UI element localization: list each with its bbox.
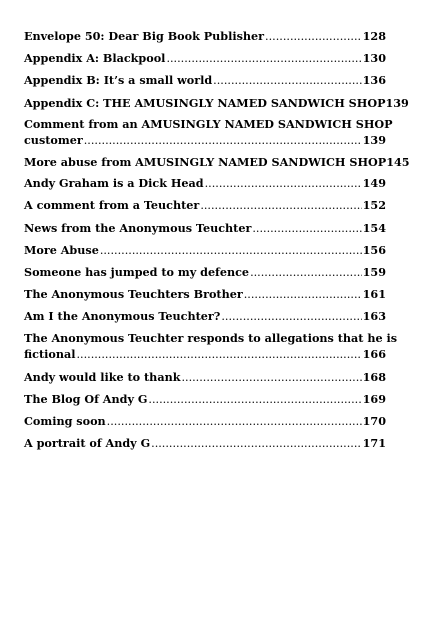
toc-entry: [24, 435, 386, 452]
dot-leader: [221, 309, 361, 325]
dot-leader: [107, 414, 362, 430]
toc-entry-title: Someone has jumped to my defence: [24, 264, 250, 279]
toc-entry: [24, 95, 409, 111]
toc-entry-title-continued: customer: [24, 132, 83, 147]
toc-entry: [24, 197, 386, 214]
dot-leader: [205, 176, 362, 192]
toc-entry: [24, 175, 386, 192]
toc-entry-page: 130: [362, 51, 386, 66]
toc-entry: [24, 50, 386, 67]
toc-entry: [24, 28, 386, 45]
toc-entry: [24, 116, 393, 149]
toc-entry-title: The Anonymous Teuchter responds to allegations that he is: [24, 331, 398, 346]
toc-entry-title: News from the Anonymous Teuchter: [24, 220, 252, 235]
toc-entry-page: 168: [362, 369, 386, 384]
toc-entry-page: 128: [362, 29, 386, 43]
toc-entry: [24, 391, 386, 408]
toc-entry-page: 136: [362, 73, 386, 88]
dot-leader: [151, 436, 362, 452]
toc-entry: [24, 330, 398, 363]
toc-entry-page: 139: [362, 132, 386, 147]
toc-entry-title: Andy would like to thank: [24, 369, 181, 384]
toc-entry: [24, 264, 386, 281]
dot-leader: [148, 392, 361, 408]
toc-entry-page: 166: [362, 347, 386, 362]
toc-entry-page: 171: [362, 436, 386, 451]
toc-entry-page: 139: [385, 95, 409, 110]
toc-entry-title: Appendix B: It’s a small world: [24, 73, 213, 88]
dot-leader: [213, 73, 361, 89]
toc-entry-title: More Abuse: [24, 242, 99, 257]
toc-entry-page: 169: [362, 391, 386, 406]
dot-leader: [250, 265, 362, 281]
toc-entry-title: Appendix A: Blackpool: [24, 51, 166, 66]
toc-entry: [24, 286, 386, 303]
dot-leader: [100, 243, 362, 259]
toc-entry-title: A portrait of Andy G: [24, 436, 151, 451]
toc-entry: [24, 220, 386, 237]
toc-entry-page: 163: [362, 309, 386, 324]
dot-leader: [265, 29, 362, 45]
toc-entry-title: Appendix C: THE AMUSINGLY NAMED SANDWICH SHOP: [24, 95, 386, 110]
toc-entry: [24, 308, 386, 325]
dot-leader: [76, 347, 361, 363]
toc-entry-page: 170: [362, 414, 386, 428]
toc-entry-title: More abuse from AMUSINGLY NAMED SANDWICH SHOP: [24, 154, 387, 169]
toc-entry-page: 145: [386, 154, 410, 169]
toc-entry: [24, 72, 386, 89]
toc-entry-page: 161: [362, 287, 386, 302]
toc-entry-page: 156: [362, 242, 386, 257]
toc-entry: [24, 154, 410, 170]
dot-leader: [84, 133, 362, 149]
toc-entry-title: Comment from an AMUSINGLY NAMED SANDWICH SHOP: [24, 116, 393, 131]
toc-entry-title: The Anonymous Teuchters Brother: [24, 287, 243, 302]
toc-entry-title: A comment from a Teuchter: [24, 198, 200, 213]
dot-leader: [200, 198, 361, 214]
dot-leader: [244, 287, 362, 303]
toc-entry-page: 152: [362, 198, 386, 213]
dot-leader: [181, 370, 361, 386]
toc-entry-page: 154: [362, 220, 386, 235]
toc-entry: [24, 413, 386, 430]
toc-entry-title: Coming soon: [24, 414, 106, 428]
toc-entry: [24, 242, 386, 259]
toc-entry-title-continued: fictional: [24, 347, 76, 362]
toc-entry-title: Andy Graham is a Dick Head: [24, 176, 204, 191]
toc-entry: [24, 369, 386, 386]
toc-entry-page: 149: [362, 176, 386, 191]
dot-leader: [166, 51, 361, 67]
toc-entry-page: 159: [362, 264, 386, 279]
toc-entry-title: Envelope 50: Dear Big Book Publisher: [24, 29, 265, 43]
toc-entry-title: The Blog Of Andy G: [24, 391, 148, 406]
toc-entry-title: Am I the Anonymous Teuchter?: [24, 309, 221, 324]
table-of-contents: [24, 28, 410, 457]
dot-leader: [252, 221, 361, 237]
